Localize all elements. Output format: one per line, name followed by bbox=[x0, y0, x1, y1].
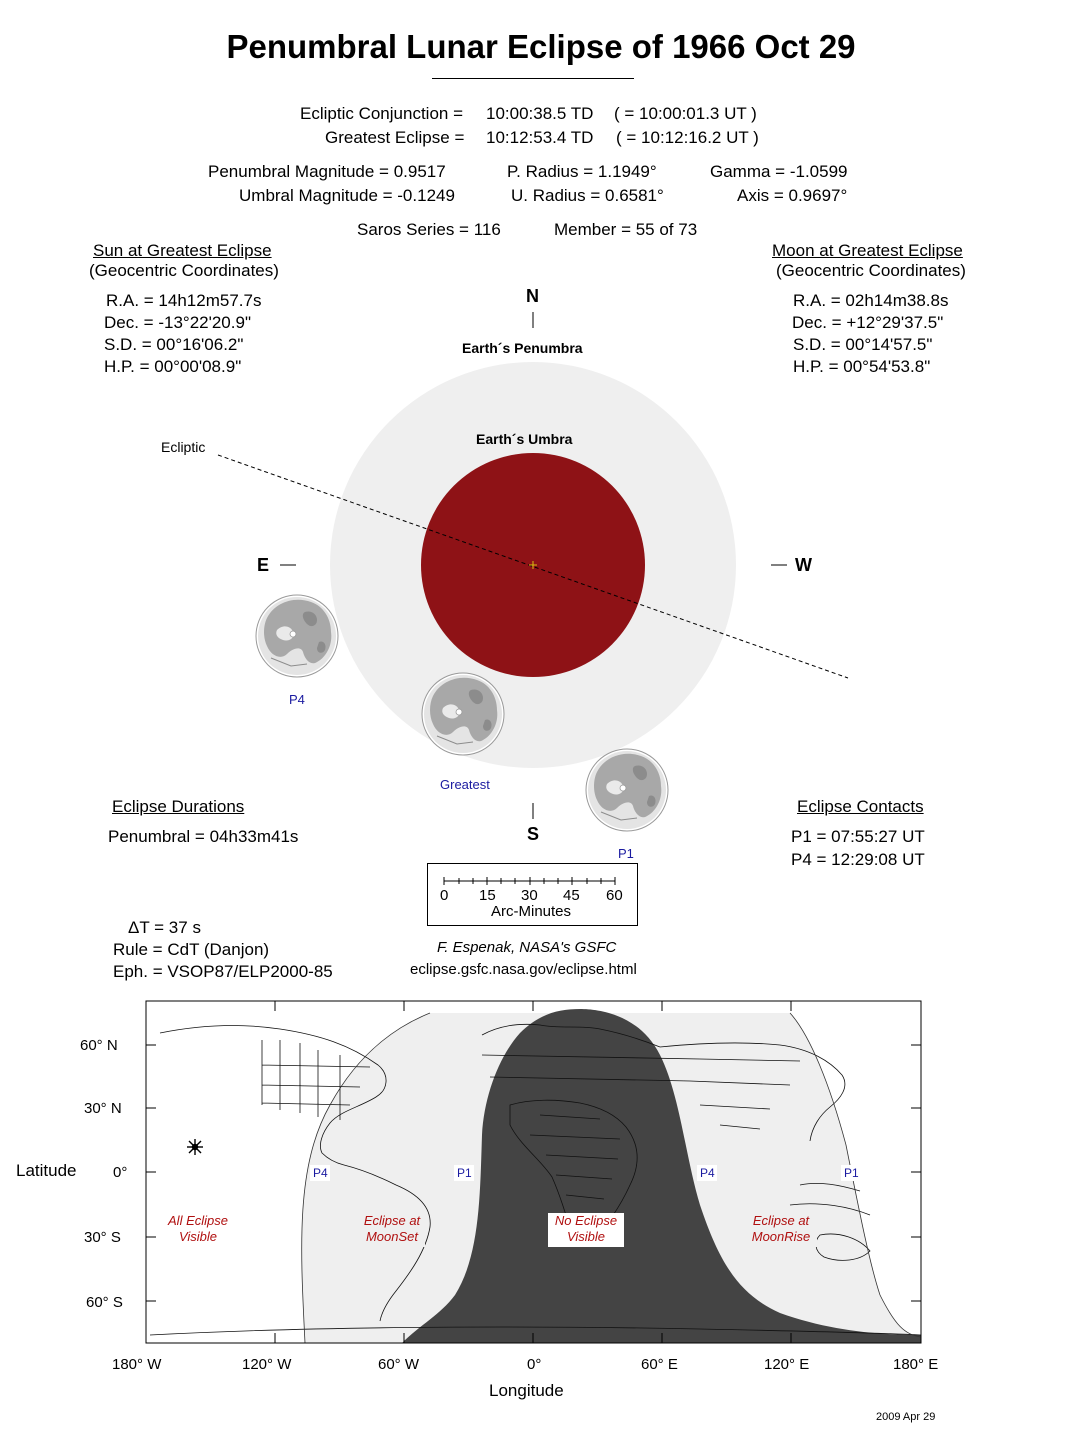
lon-tick-120e: 120° E bbox=[764, 1356, 810, 1373]
axis: Axis = 0.9697° bbox=[737, 186, 848, 205]
delta-t: ΔT = 37 s bbox=[128, 918, 201, 937]
west-label: W bbox=[795, 555, 812, 575]
contact-p4: P4 = 12:29:08 UT bbox=[791, 850, 925, 869]
region-moonset-line2: MoonSet bbox=[365, 1229, 419, 1244]
scale-tick-60: 60 bbox=[606, 887, 623, 904]
ephemeris: Eph. = VSOP87/ELP2000-85 bbox=[113, 962, 333, 981]
contacts-heading: Eclipse Contacts bbox=[797, 797, 924, 816]
lat-tick-0: 0° bbox=[113, 1164, 128, 1181]
lon-tick-60e: 60° E bbox=[641, 1356, 678, 1373]
saros-series: Saros Series = 116 bbox=[357, 220, 501, 239]
umbral-magnitude: Umbral Magnitude = -0.1249 bbox=[239, 186, 455, 205]
sun-ra: R.A. = 14h12m57.7s bbox=[106, 291, 262, 310]
sun-dec: Dec. = -13°22'20.9" bbox=[104, 313, 251, 332]
moon-sd: S.D. = 00°14'57.5" bbox=[793, 335, 933, 354]
penumbra-label: Earth´s Penumbra bbox=[462, 340, 583, 356]
sun-hp: H.P. = 00°00'08.9" bbox=[104, 357, 242, 376]
moon-heading: Moon at Greatest Eclipse bbox=[772, 241, 963, 260]
region-moonset-line1: Eclipse at bbox=[363, 1213, 421, 1228]
lon-tick-120w: 120° W bbox=[242, 1356, 292, 1373]
contact-p1: P1 = 07:55:27 UT bbox=[791, 827, 925, 846]
p-radius: P. Radius = 1.1949° bbox=[507, 162, 657, 181]
latitude-axis-label: Latitude bbox=[16, 1161, 77, 1180]
umbra-label: Earth´s Umbra bbox=[476, 431, 573, 447]
north-label: N bbox=[526, 286, 539, 306]
region-none-line2: Visible bbox=[566, 1229, 606, 1244]
lat-tick-60s: 60° S bbox=[86, 1294, 123, 1311]
east-label: E bbox=[257, 555, 270, 575]
south-label: S bbox=[527, 824, 540, 844]
scale-tick-30: 30 bbox=[521, 887, 538, 904]
p1-moon-label: P1 bbox=[618, 846, 634, 861]
sun-subheading: (Geocentric Coordinates) bbox=[89, 261, 279, 280]
greatest-moon-label: Greatest bbox=[440, 777, 490, 792]
gamma: Gamma = -1.0599 bbox=[710, 162, 848, 181]
longitude-axis-label: Longitude bbox=[489, 1381, 564, 1400]
penumbral-magnitude: Penumbral Magnitude = 0.9517 bbox=[208, 162, 446, 181]
lon-tick-180w: 180° W bbox=[112, 1356, 162, 1373]
moon-greatest bbox=[422, 673, 504, 755]
penumbral-duration: Penumbral = 04h33m41s bbox=[108, 827, 299, 846]
moon-p4 bbox=[256, 595, 338, 677]
source-url: eclipse.gsfc.nasa.gov/eclipse.html bbox=[410, 961, 637, 978]
saros-member: Member = 55 of 73 bbox=[554, 220, 698, 239]
scale-tick-0: 0 bbox=[440, 887, 449, 904]
lat-tick-60n: 60° N bbox=[80, 1037, 118, 1054]
durations-heading: Eclipse Durations bbox=[112, 797, 245, 816]
credit: F. Espenak, NASA's GSFC bbox=[437, 939, 617, 956]
map-p4-left: P4 bbox=[313, 1166, 328, 1180]
greatest-label: Greatest Eclipse = bbox=[325, 128, 465, 147]
region-all-line1: All Eclipse bbox=[168, 1213, 228, 1228]
scale-tick-45: 45 bbox=[563, 887, 580, 904]
sun-heading: Sun at Greatest Eclipse bbox=[93, 241, 272, 260]
region-moonrise-line2: MoonRise bbox=[751, 1229, 811, 1244]
map-p1-left: P1 bbox=[457, 1166, 472, 1180]
p4-moon-label: P4 bbox=[289, 692, 305, 707]
region-moonrise-line1: Eclipse at bbox=[752, 1213, 810, 1228]
greatest-td: 10:12:53.4 TD bbox=[486, 128, 594, 147]
region-none-line1: No Eclipse bbox=[554, 1213, 618, 1228]
conjunction-ut: ( = 10:00:01.3 UT ) bbox=[614, 104, 757, 123]
moon-hp: H.P. = 00°54'53.8" bbox=[793, 357, 931, 376]
page-title: Penumbral Lunar Eclipse of 1966 Oct 29 bbox=[226, 28, 856, 65]
lat-tick-30s: 30° S bbox=[84, 1229, 121, 1246]
moon-p1 bbox=[586, 749, 668, 831]
map-p4-right: P4 bbox=[700, 1166, 715, 1180]
rule: Rule = CdT (Danjon) bbox=[113, 940, 270, 959]
lon-tick-180e: 180° E bbox=[893, 1356, 939, 1373]
moon-ra: R.A. = 02h14m38.8s bbox=[793, 291, 949, 310]
moon-subheading: (Geocentric Coordinates) bbox=[776, 261, 966, 280]
conjunction-label: Ecliptic Conjunction = bbox=[300, 104, 464, 123]
lon-tick-0: 0° bbox=[527, 1356, 542, 1373]
scale-tick-15: 15 bbox=[479, 887, 496, 904]
map-p1-right: P1 bbox=[844, 1166, 859, 1180]
u-radius: U. Radius = 0.6581° bbox=[511, 186, 664, 205]
generation-date: 2009 Apr 29 bbox=[876, 1411, 936, 1423]
lon-tick-60w: 60° W bbox=[378, 1356, 420, 1373]
lat-tick-30n: 30° N bbox=[84, 1100, 122, 1117]
greatest-ut: ( = 10:12:16.2 UT ) bbox=[616, 128, 759, 147]
sun-sd: S.D. = 00°16'06.2" bbox=[104, 335, 244, 354]
visibility-map bbox=[0, 995, 1082, 1355]
moon-dec: Dec. = +12°29'37.5" bbox=[792, 313, 944, 332]
conjunction-td: 10:00:38.5 TD bbox=[486, 104, 594, 123]
region-all-line2: Visible bbox=[178, 1229, 218, 1244]
scale-label: Arc-Minutes bbox=[491, 903, 572, 920]
ecliptic-label: Ecliptic bbox=[161, 439, 206, 455]
